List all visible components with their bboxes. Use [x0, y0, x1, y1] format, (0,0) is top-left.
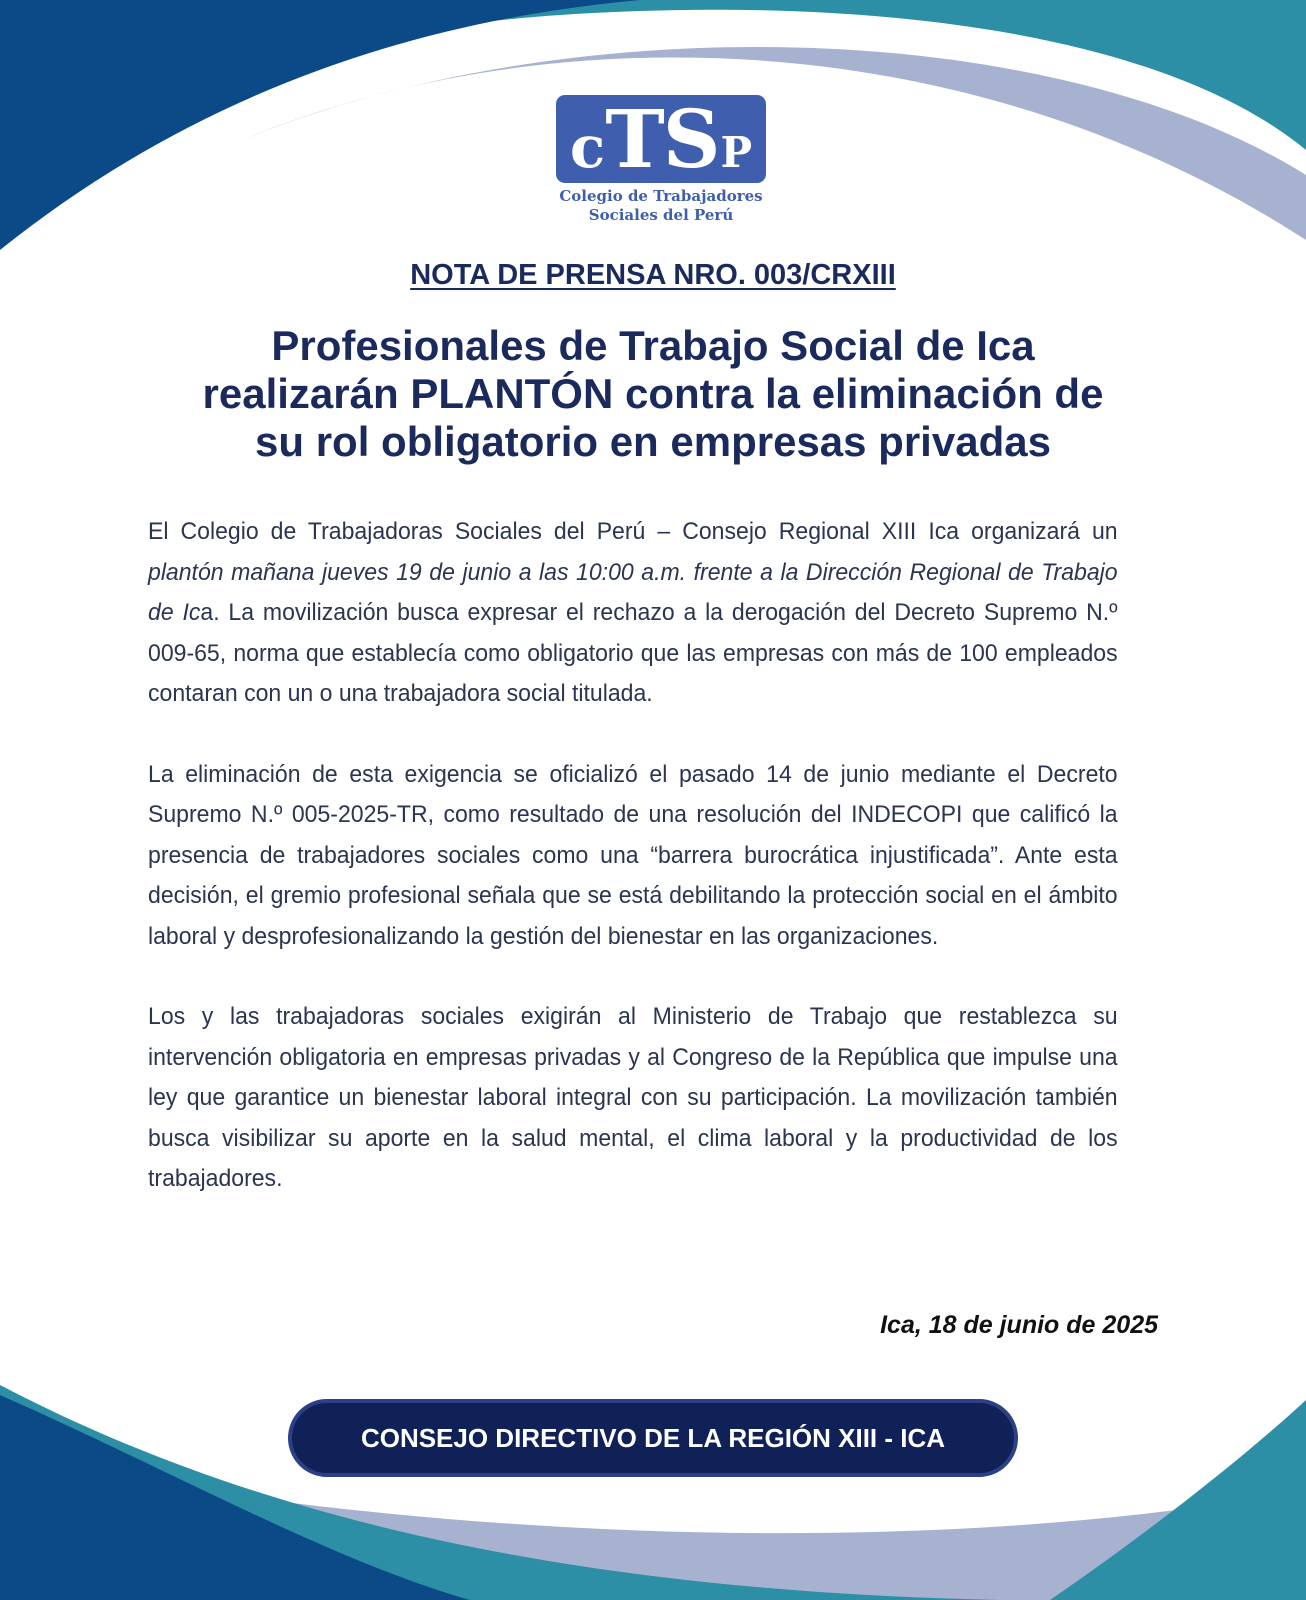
date-line: Ica, 18 de junio de 2025: [880, 1311, 1158, 1339]
top-dark-blue-band: [0, 0, 640, 250]
paragraph-2: La eliminación de esta exigencia se oficializó el pasado 14 de junio mediante el Decreto Supremo N.º 005-2025-TR, como resultado de una resolución del INDECOPI que calificó la presencia de trabajadores sociales como una “barrera burocrática injustificada”. Ante esta decisión, el gremio profesional señala que se está debilitando la protección social en el ámbito laboral y desprofesionalizando la gestión del bienestar en las organizaciones.: [148, 760, 1118, 950]
logo-caption-line1: Colegio de Trabajadores: [559, 187, 763, 205]
logo-caption-line2: Sociales del Perú: [588, 206, 734, 224]
article-body: [148, 512, 1118, 1240]
paragraph-1-intro: El Colegio de Trabajadoras Sociales del Perú – Consejo Regional XIII Ica organizará un: [148, 518, 1118, 545]
headline-line-2: realizarán PLANTÓN contra la eliminación de: [202, 370, 1104, 417]
headline: [100, 322, 1206, 466]
logo-monogram: [556, 92, 766, 202]
logo-letter-t: T: [605, 92, 663, 186]
headline-line-3: su rol obligatorio en empresas privadas: [255, 418, 1051, 465]
logo-letter-s: S: [662, 92, 721, 186]
paragraph-1-italic-event: plantón mañana jueves 19 de junio a las 10:00 a.m. frente a la Dirección Regional de Trabajo de Ic: [148, 558, 1118, 626]
paragraph-1: [148, 512, 1118, 715]
paragraph-3: Los y las trabajadoras sociales exigirán al Ministerio de Trabajo que restablezca su intervención obligatoria en empresas privadas y al Congreso de la República que impulse una ley que garantice un bienestar laboral integral con su participación. La movilización también busca visibilizar su aporte en la salud mental, el clima laboral y la productividad de los trabajadores.: [148, 1003, 1118, 1192]
headline-line-1: Profesionales de Trabajo Social de Ica: [271, 322, 1035, 369]
press-release-number: [0, 255, 1306, 295]
logo-letter-p: P: [720, 128, 753, 177]
paragraph-1-rest: a. La movilización busca expresar el rechazo a la derogación del Decreto Supremo N.º 009-65, norma que establecía como obligatorio que las empresas con más de 100 empleados contaran con un o una trabajadora social titulada.: [148, 599, 1118, 707]
press-release-number-text: NOTA DE PRENSA NRO. 003/CRXIII: [410, 259, 896, 291]
logo-letter-c: c: [569, 113, 606, 181]
ctsp-logo: [555, 92, 767, 230]
council-signature-pill: CONSEJO DIRECTIVO DE LA REGIÓN XIII - ICA: [288, 1399, 1018, 1477]
logo-badge: [556, 92, 766, 186]
top-light-band: [230, 47, 1306, 240]
